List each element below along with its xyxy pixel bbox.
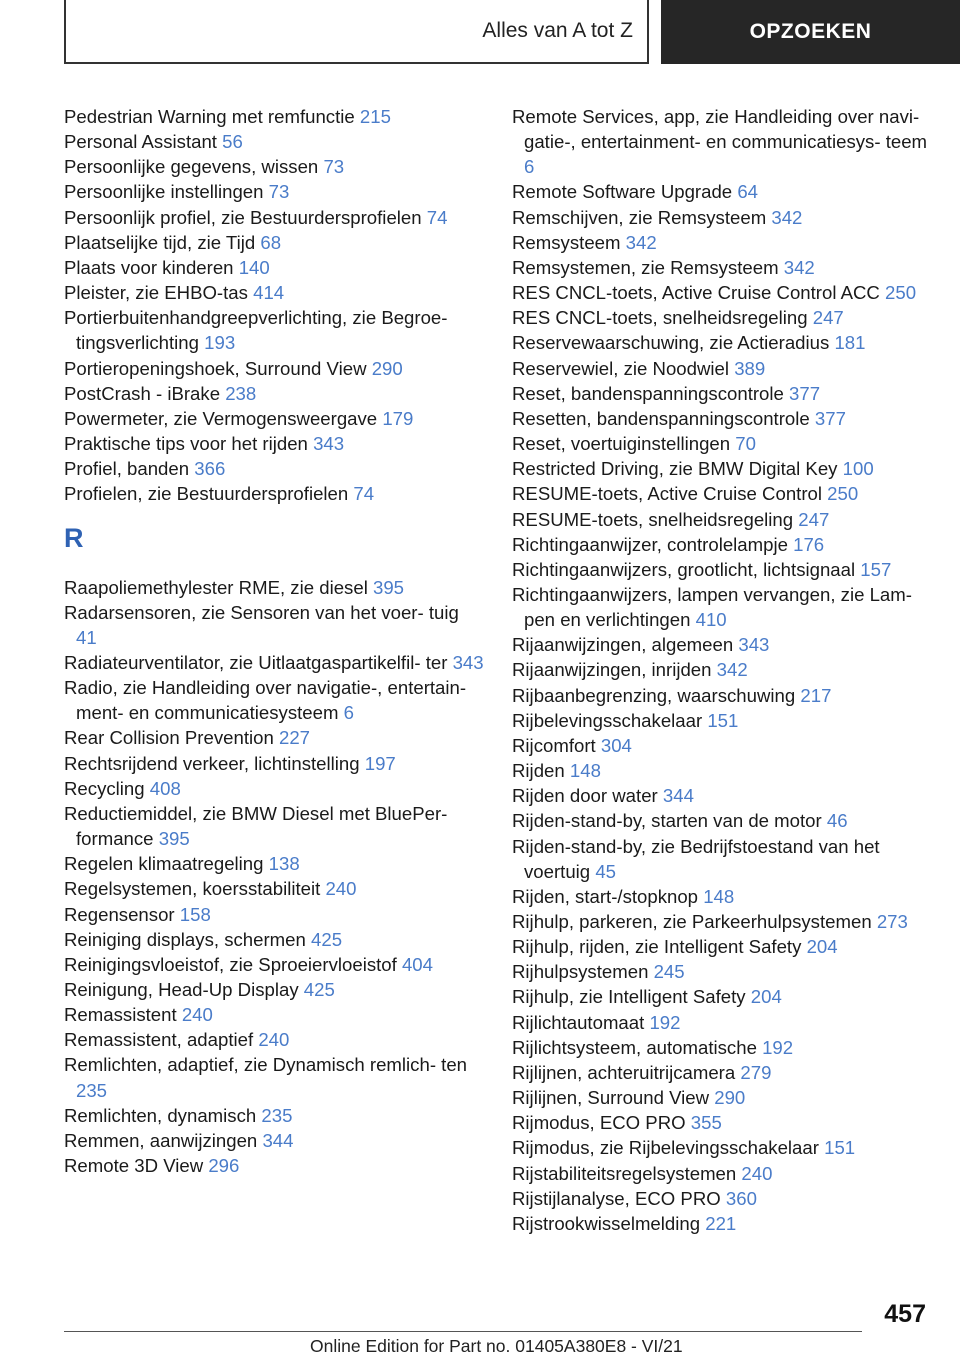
index-term: Remmen, aanwijzingen: [64, 1129, 258, 1151]
index-term: Praktische tips voor het rijden: [64, 433, 308, 455]
index-entry: [512, 330, 932, 355]
index-entry: [64, 481, 484, 506]
index-term: Rijden, start-/stopknop: [512, 885, 699, 907]
page-reference-link[interactable]: 235: [76, 1079, 108, 1101]
index-entry: [512, 381, 932, 406]
page-reference-link[interactable]: 366: [194, 458, 226, 480]
index-entry: [512, 1085, 932, 1110]
index-column-left: [64, 104, 484, 1178]
index-term: Regelsystemen, koersstabiliteit: [64, 878, 321, 900]
page-reference-link[interactable]: 238: [225, 382, 257, 404]
page-reference-link[interactable]: 410: [695, 609, 727, 631]
index-list-p: [64, 104, 484, 507]
index-term: RES CNCL-toets, Active Cruise Control ACC: [512, 282, 880, 304]
page-reference-link[interactable]: 227: [278, 727, 311, 749]
index-entry: [64, 876, 484, 901]
page-reference-link[interactable]: 342: [716, 659, 748, 681]
page-reference-link[interactable]: 45: [595, 860, 617, 882]
index-term: Rijlijnen, achteruitrijcamera: [512, 1061, 736, 1083]
index-entry: [64, 179, 484, 204]
page-reference-link[interactable]: 73: [268, 181, 290, 203]
page-reference-link[interactable]: 197: [364, 752, 396, 774]
index-entry: [512, 683, 932, 708]
page-reference-link[interactable]: 344: [262, 1129, 294, 1151]
index-term: Rijden: [512, 760, 565, 782]
page-reference-link[interactable]: 192: [762, 1036, 794, 1058]
index-entry: [512, 507, 932, 532]
index-entry: [64, 280, 484, 305]
page-reference-link[interactable]: 343: [452, 651, 484, 673]
index-entry: [64, 575, 484, 600]
index-term: Rechtsrijdend verkeer, lichtinstelling: [64, 752, 360, 774]
index-term: Portieropeningshoek, Surround View: [64, 357, 367, 379]
page-reference-link[interactable]: 389: [734, 357, 766, 379]
index-term: Radiateurventilator, zie Uitlaatgaspartikelfil‐ ter: [64, 651, 448, 673]
index-entry: [512, 783, 932, 808]
index-entry: [512, 1135, 932, 1160]
index-entry: [512, 884, 932, 909]
index-term: Remsystemen, zie Remsysteem: [512, 256, 779, 278]
page-reference-link[interactable]: 215: [359, 106, 391, 127]
index-term: PostCrash - iBrake: [64, 382, 221, 404]
index-entry: [512, 104, 932, 179]
page-reference-link[interactable]: 250: [885, 282, 917, 304]
page-reference-link[interactable]: 342: [625, 231, 657, 253]
page-reference-link[interactable]: 408: [149, 777, 181, 799]
page-reference-link[interactable]: 425: [311, 928, 343, 950]
index-entry: [512, 280, 932, 305]
page-reference-link[interactable]: 250: [827, 483, 859, 505]
page-reference-link[interactable]: 290: [714, 1087, 746, 1109]
index-term: Rijlichtautomaat: [512, 1011, 645, 1033]
index-entry: [512, 834, 932, 884]
index-term: Rijmodus, zie Rijbelevingsschakelaar: [512, 1137, 819, 1159]
index-term: Rijbaanbegrenzing, waarschuwing: [512, 684, 796, 706]
index-entry: [512, 456, 932, 481]
index-entry: [512, 1186, 932, 1211]
index-term: Rijhulp, parkeren, zie Parkeerhulpsystemen: [512, 911, 872, 932]
index-term: Rijden door water: [512, 785, 658, 807]
index-term: Rijbelevingsschakelaar: [512, 709, 703, 731]
page-number: 457: [884, 1300, 926, 1328]
index-entry: [512, 909, 932, 934]
index-term: Personal Assistant: [64, 131, 217, 153]
page-reference-link[interactable]: 235: [261, 1104, 293, 1126]
index-term: Restricted Driving, zie BMW Digital Key: [512, 458, 838, 480]
index-entry: [64, 129, 484, 154]
index-term: Rijcomfort: [512, 734, 596, 756]
index-entry: [512, 1010, 932, 1035]
index-entry: [64, 1052, 484, 1102]
index-term: Regelen klimaatregeling: [64, 853, 264, 875]
index-entry: [512, 481, 932, 506]
index-entry: [64, 305, 484, 355]
page-reference-link[interactable]: 64: [737, 181, 758, 203]
index-term: Remote Software Upgrade: [512, 181, 733, 203]
page-reference-link[interactable]: 217: [800, 684, 832, 706]
page-reference-link[interactable]: 140: [238, 256, 270, 278]
index-entry: [64, 154, 484, 179]
index-entry: [64, 381, 484, 406]
index-term: Remote Services, app, zie Handleiding over navi‐ gatie-, entertainment- en communicatiesys‐ teem: [512, 106, 928, 153]
index-term: Remsysteem: [512, 231, 621, 253]
page-reference-link[interactable]: 6: [343, 702, 354, 724]
page-reference-link[interactable]: 148: [703, 885, 735, 907]
index-term: RES CNCL-toets, snelheidsregeling: [512, 307, 808, 329]
page-reference-link[interactable]: 395: [373, 576, 405, 598]
page-reference-link[interactable]: 404: [401, 953, 433, 975]
index-term: Richtingaanwijzers, grootlicht, lichtsignaal: [512, 558, 856, 580]
index-term: Rijstijlanalyse, ECO PRO: [512, 1187, 721, 1209]
page-reference-link[interactable]: 192: [649, 1011, 681, 1033]
page-reference-link[interactable]: 181: [834, 332, 866, 354]
index-entry: [512, 205, 932, 230]
index-entry: [512, 305, 932, 330]
index-term: Remote 3D View: [64, 1155, 204, 1177]
index-term: Reservewiel, zie Noodwiel: [512, 357, 730, 379]
index-entry: [64, 801, 484, 851]
page-reference-link[interactable]: 247: [798, 508, 830, 530]
index-entry: [512, 1211, 932, 1236]
index-entry: [512, 406, 932, 431]
page-reference-link[interactable]: 395: [158, 828, 190, 850]
index-entry: [64, 725, 484, 750]
page-reference-link[interactable]: 342: [783, 256, 815, 278]
index-entry: [512, 356, 932, 381]
index-entry: [512, 1060, 932, 1085]
index-term: Rijden-stand-by, zie Bedrijfstoestand van het voertuig: [512, 835, 880, 882]
index-term: Plaats voor kinderen: [64, 256, 234, 278]
page-reference-link[interactable]: 343: [738, 634, 770, 656]
page-reference-link[interactable]: 151: [707, 709, 739, 731]
page-reference-link[interactable]: 343: [313, 433, 345, 455]
page-reference-link[interactable]: 245: [653, 961, 685, 983]
index-term: Remassistent: [64, 1004, 177, 1026]
index-term: Rijstabiliteitsregelsystemen: [512, 1162, 737, 1184]
index-entry: [64, 1103, 484, 1128]
index-list-r-continued: [512, 104, 932, 1236]
index-term: Rijaanwijzingen, inrijden: [512, 659, 712, 681]
index-entry: [512, 230, 932, 255]
index-entry: [64, 230, 484, 255]
page-reference-link[interactable]: 179: [382, 407, 414, 429]
index-entry: [512, 532, 932, 557]
footer-divider: [64, 1331, 862, 1332]
index-term: Reductiemiddel, zie BMW Diesel met BluePer‐ formance: [64, 802, 448, 850]
index-term: Rijhulp, rijden, zie Intelligent Safety: [512, 936, 802, 958]
tab-alles-van-a-tot-z[interactable]: Alles van A tot Z: [64, 0, 649, 64]
index-entry: [64, 1002, 484, 1027]
index-entry: [512, 984, 932, 1009]
index-term: Rijhulp, zie Intelligent Safety: [512, 986, 746, 1008]
index-term: Profielen, zie Bestuurdersprofielen: [64, 483, 349, 505]
page-reference-link[interactable]: 70: [735, 433, 756, 455]
page-reference-link[interactable]: 74: [353, 483, 375, 505]
page-reference-link[interactable]: 100: [842, 458, 874, 480]
index-entry: [512, 959, 932, 984]
index-term: Rijstrookwisselmelding: [512, 1212, 701, 1234]
page-reference-link[interactable]: 158: [179, 903, 211, 925]
footer-edition: [310, 1336, 683, 1357]
page-reference-link[interactable]: 56: [222, 131, 243, 153]
index-term: Raapoliemethylester RME, zie diesel: [64, 576, 368, 598]
tab-opzoeken[interactable]: OPZOEKEN: [661, 0, 960, 64]
index-entry: [64, 1027, 484, 1052]
index-entry: [64, 977, 484, 1002]
page-reference-link[interactable]: 240: [741, 1162, 773, 1184]
index-entry: [64, 406, 484, 431]
index-entry: [64, 205, 484, 230]
page-reference-link[interactable]: 138: [268, 853, 300, 875]
index-entry: [512, 733, 932, 758]
page-reference-link[interactable]: 296: [208, 1155, 240, 1177]
index-entry: [64, 675, 484, 725]
index-entry: [512, 1110, 932, 1135]
index-term: Radarsensoren, zie Sensoren van het voer‐ tuig: [64, 601, 459, 623]
index-entry: [64, 356, 484, 381]
page-reference-link[interactable]: 151: [824, 1137, 856, 1159]
page-reference-link[interactable]: 6: [524, 156, 535, 178]
page-reference-link[interactable]: 414: [253, 282, 285, 304]
index-term: Remlichten, adaptief, zie Dynamisch remlich‐ ten: [64, 1054, 468, 1076]
index-entry: [64, 1128, 484, 1153]
index-term: Persoonlijke instellingen: [64, 181, 264, 203]
index-entry: [512, 1161, 932, 1186]
index-entry: [512, 632, 932, 657]
page-reference-link[interactable]: 290: [371, 357, 403, 379]
index-entry: [64, 1153, 484, 1178]
index-entry: [512, 582, 932, 632]
index-entry: [64, 600, 484, 650]
index-term: Resetten, bandenspanningscontrole: [512, 407, 810, 429]
index-term: Reinigingsvloeistof, zie Sproeiervloeistof: [64, 953, 397, 975]
index-entry: [512, 934, 932, 959]
index-term: Remlichten, dynamisch: [64, 1104, 257, 1126]
index-term: Rijhulpsystemen: [512, 961, 649, 983]
page-reference-link[interactable]: 176: [793, 533, 825, 555]
index-entry: [64, 927, 484, 952]
index-column-right: [512, 104, 932, 1236]
index-term: Profiel, banden: [64, 458, 190, 480]
index-term: Reset, bandenspanningscontrole: [512, 382, 784, 404]
index-entry: [512, 657, 932, 682]
index-term: Pleister, zie EHBO-tas: [64, 282, 248, 304]
index-entry: [512, 179, 932, 204]
index-term: Powermeter, zie Vermogensweergave: [64, 407, 378, 429]
index-term: Richtingaanwijzers, lampen vervangen, zie Lam‐ pen en verlichtingen: [512, 583, 912, 631]
index-term: Remassistent, adaptief: [64, 1029, 254, 1051]
index-term: Recycling: [64, 777, 145, 799]
index-term: Reiniging displays, schermen: [64, 928, 306, 950]
page-reference-link[interactable]: 360: [725, 1187, 757, 1209]
page-reference-link[interactable]: 344: [662, 785, 694, 807]
page-reference-link[interactable]: 355: [690, 1112, 722, 1134]
index-term: RESUME-toets, snelheidsregeling: [512, 508, 794, 530]
index-entry: [64, 902, 484, 927]
index-term: Persoonlijk profiel, zie Bestuurdersprofielen: [64, 206, 422, 228]
index-term: Reset, voertuiginstellingen: [512, 433, 731, 455]
page-reference-link[interactable]: 425: [303, 979, 335, 1000]
index-term: Portierbuitenhandgreepverlichting, zie Begroe‐ tingsverlichting: [64, 307, 448, 354]
index-term: Regensensor: [64, 903, 175, 925]
page-reference-link[interactable]: 304: [600, 734, 632, 756]
page-reference-link[interactable]: 279: [740, 1061, 772, 1083]
page-reference-link[interactable]: 221: [705, 1212, 737, 1234]
index-term: Persoonlijke gegevens, wissen: [64, 156, 319, 178]
index-entry: [64, 431, 484, 456]
index-entry: [64, 104, 484, 129]
index-entry: [512, 758, 932, 783]
page-reference-link[interactable]: 193: [204, 332, 236, 354]
page-reference-link[interactable]: 247: [812, 307, 844, 329]
header-tabs: [64, 0, 960, 64]
index-term: Plaatselijke tijd, zie Tijd: [64, 231, 256, 253]
index-entry: [64, 650, 484, 675]
page-reference-link[interactable]: 342: [771, 206, 803, 228]
index-term: Rijmodus, ECO PRO: [512, 1112, 686, 1134]
index-entry: [64, 851, 484, 876]
page-reference-link[interactable]: 148: [569, 760, 601, 782]
page-reference-link[interactable]: 204: [750, 986, 782, 1008]
index-entry: [64, 751, 484, 776]
page-reference-link[interactable]: 377: [789, 382, 821, 404]
index-term: Reinigung, Head-Up Display: [64, 979, 299, 1000]
index-term: Rijlijnen, Surround View: [512, 1087, 710, 1109]
page-reference-link[interactable]: 157: [860, 558, 892, 580]
index-term: Reservewaarschuwing, zie Actieradius: [512, 332, 830, 354]
index-entry: [512, 557, 932, 582]
index-term: Rear Collision Prevention: [64, 727, 274, 749]
page-reference-link[interactable]: 240: [325, 878, 357, 900]
index-term: Remschijven, zie Remsysteem: [512, 206, 767, 228]
index-entry: [64, 952, 484, 977]
index-entry: [64, 456, 484, 481]
index-list-r: [64, 575, 484, 1179]
page-reference-link[interactable]: 46: [826, 810, 848, 832]
page-reference-link[interactable]: 273: [876, 911, 908, 932]
index-entry: [512, 1035, 932, 1060]
index-term: Rijden-stand-by, starten van de motor: [512, 810, 822, 832]
page-reference-link[interactable]: 74: [426, 206, 448, 228]
page-reference-link[interactable]: 41: [76, 626, 97, 648]
page-reference-link[interactable]: 240: [258, 1029, 290, 1051]
page-reference-link[interactable]: 68: [260, 231, 282, 253]
index-entry: [512, 255, 932, 280]
index-term: Rijlichtsysteem, automatische: [512, 1036, 757, 1058]
index-term: Richtingaanwijzer, controlelampje: [512, 533, 788, 555]
index-term: Radio, zie Handleiding over navigatie-, entertain‐ ment- en communicatiesysteem: [64, 677, 467, 724]
page-reference-link[interactable]: 377: [814, 407, 846, 429]
index-entry: [512, 708, 932, 733]
page-reference-link[interactable]: 73: [323, 156, 345, 178]
section-letter: R: [64, 522, 84, 553]
index-term: RESUME-toets, Active Cruise Control: [512, 483, 822, 505]
index-entry: [64, 255, 484, 280]
page-reference-link[interactable]: 204: [806, 936, 838, 958]
index-term: Pedestrian Warning met remfunctie: [64, 106, 355, 127]
page-reference-link[interactable]: 240: [181, 1004, 213, 1026]
index-entry: [512, 431, 932, 456]
footer-edition-text: Online Edition for Part no. 01405A380E8 - VI/21: [310, 1336, 683, 1356]
index-entry: [64, 776, 484, 801]
index-term: Rijaanwijzingen, algemeen: [512, 634, 734, 656]
index-entry: [512, 808, 932, 833]
